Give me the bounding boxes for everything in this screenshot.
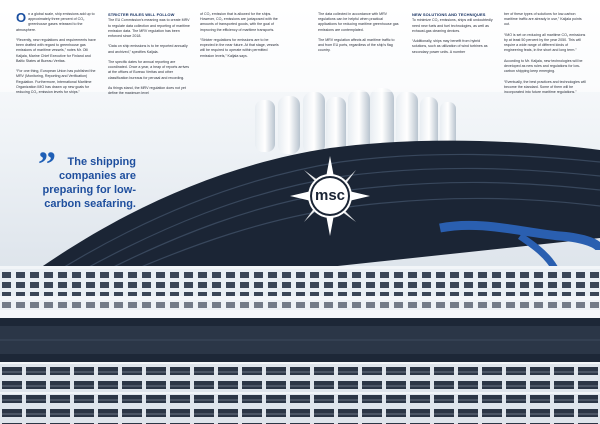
article-col-1 xyxy=(16,12,98,100)
body-paragraph: To minimize CO₂ emissions, ships will undoubtedly need new fuels and fuel technologies, as well as exhaust-gas cleaning devices. xyxy=(412,18,493,33)
article-col-3 xyxy=(200,12,282,64)
pull-quote: The shipping companies are preparing for low-carbon seafaring. xyxy=(42,156,136,210)
article-col-5 xyxy=(412,12,494,60)
upper-deck xyxy=(0,268,600,296)
drop-cap: O xyxy=(16,10,27,25)
quote-marks-icon: ” xyxy=(38,144,56,184)
body-paragraph: The EU Commission's meaning was to create MRV to regulate data collection and reporting of maritime emission data. The MRV regulation has been enforced since 2018. xyxy=(108,18,190,39)
msc-logo-text: msc xyxy=(314,187,346,204)
article-col-2 xyxy=(108,12,190,102)
body-paragraph: “For one thing, European Union has published the MRV (Monitoring, Reporting and Verification) Regulation. Furthermore, International Maritime Organization IMO has drawn up new goals for reducing CO₂ emission levels for ships.” xyxy=(16,69,96,95)
body-paragraph: “Recently, new regulations and requirements have been drafted with regard to greenhouse gas emissions of maritime vessels,” notes Mr. Olli Kaljala, Marine Chief Executive for Finland and Baltic States at Bureau Veritas. xyxy=(16,38,96,63)
body-paragraph: of CO₂ emission that is allowed for the ships. However, CO₂ emissions are juxtaposed with the amounts of transported goods, with the goal of improving the efficiency of maritime transports. xyxy=(200,12,278,32)
body-paragraph: According to Mr. Kaljala, new technologies will be developed as new rules and regulations for low-carbon shipping keep emerging. xyxy=(504,58,583,74)
intro-paragraph: On a global scale, ship emissions add up to approximately three percent of CO₂ greenhouse gases released to the atmosphere. xyxy=(16,10,95,32)
body-paragraph: “Eventually, the best practices and technologies will become the standard. Some of them will be incorporated into future maritime regulations.” xyxy=(504,79,586,94)
body-paragraph: “IMO is set on reducing all maritime CO₂ emissions by at least 50 percent by the year 2050. This will require a wide range of different kinds of engineering feats, in the short and long term.” xyxy=(504,32,586,53)
body-paragraph: “Stricter regulations for emissions are to be expected in the near future. At that stage, vessels will be required to operate within permitted emission levels,” Kaljala says. xyxy=(200,38,279,58)
section-heading: STRICTER RULES WILL FOLLOW xyxy=(108,12,175,17)
body-paragraph: The data collected in accordance with MRV regulations can be helpful when practical applications for reducing maritime greenhouse gas emissions are contemplated. xyxy=(318,12,399,32)
body-paragraph: As things stand, the MRV regulation does not yet define the maximum level xyxy=(108,86,186,96)
article-col-6 xyxy=(504,12,586,100)
body-paragraph: ber of these types of solutions for low-carbon maritime traffic are already in use,” Kaljala points out. xyxy=(504,12,582,27)
body-paragraph: “Data on ship emissions is to be reported annually and archived,” specifies Kaljala. xyxy=(108,44,188,54)
body-paragraph: “Additionally, ships may benefit from hybrid solutions, such as utilization of wind turbines as secondary power units. A number xyxy=(412,39,488,54)
body-paragraph: The MRV regulation affects all maritime traffic to and from EU ports, regardless of the ship's flag country. xyxy=(318,38,395,53)
body-paragraph: The specific dates for annual reporting are coordinated. Once a year, a heap of reports arrives at the offices of Bureau Veritas and other classification bureaus for perusal and recording. xyxy=(108,60,190,80)
section-heading: NEW SOLUTIONS AND TECHNIQUES xyxy=(412,12,486,17)
article-col-4 xyxy=(318,12,400,59)
